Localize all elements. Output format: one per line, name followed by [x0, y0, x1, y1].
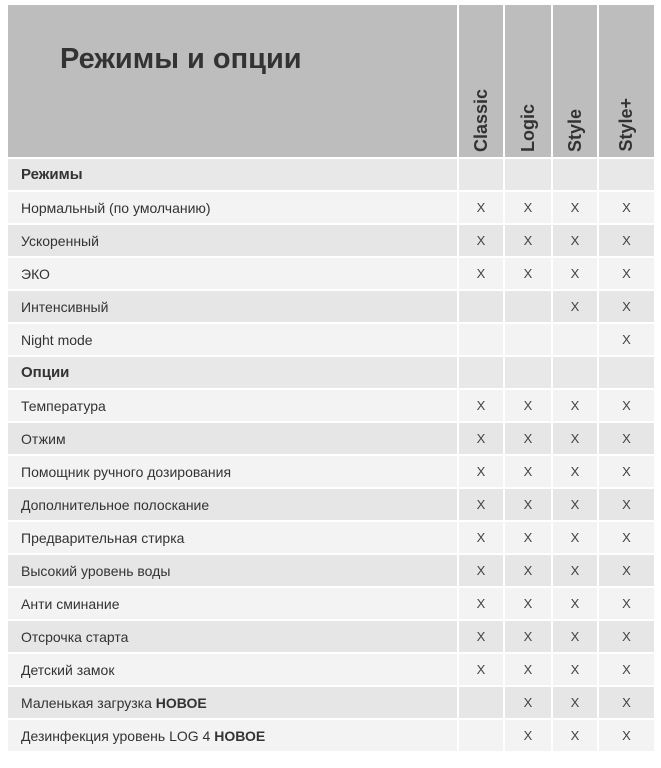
table-row: [8, 423, 654, 454]
table-row: [8, 225, 654, 256]
feature-mark: X: [505, 456, 551, 487]
model-name: Style+: [616, 98, 636, 152]
feature-mark: X: [599, 324, 654, 355]
table-row: [8, 555, 654, 586]
model-name: Style: [564, 108, 585, 152]
feature-mark: X: [553, 720, 597, 751]
empty-cell: [553, 159, 597, 190]
empty-cell: [505, 357, 551, 388]
row-label: Анти сминание: [21, 595, 120, 612]
row-label: Детский замок: [21, 661, 115, 678]
row-label: Помощник ручного дозирования: [21, 463, 232, 480]
feature-mark: X: [505, 720, 551, 751]
empty-cell: [553, 357, 597, 388]
feature-mark: X: [599, 621, 654, 652]
row-label-cell: [8, 324, 457, 355]
section-title: Режимы: [8, 159, 457, 190]
table-row: [8, 192, 654, 223]
table-row: [8, 522, 654, 553]
feature-mark: X: [599, 489, 654, 520]
row-label: Маленькая загрузка: [21, 694, 152, 711]
empty-cell: [459, 159, 503, 190]
feature-mark: X: [553, 687, 597, 718]
feature-mark: X: [505, 192, 551, 223]
feature-mark: X: [599, 456, 654, 487]
empty-cell: [459, 357, 503, 388]
empty-cell: [505, 324, 551, 355]
feature-mark: X: [459, 225, 503, 256]
row-label-cell: [8, 555, 457, 586]
header-row: [8, 5, 654, 157]
feature-mark: X: [459, 654, 503, 685]
row-label-cell: [8, 390, 457, 421]
page-title: Режимы и опции: [60, 43, 302, 75]
feature-mark: X: [599, 291, 654, 322]
feature-mark: X: [505, 588, 551, 619]
feature-mark: X: [459, 621, 503, 652]
feature-mark: X: [599, 555, 654, 586]
feature-mark: X: [459, 423, 503, 454]
feature-mark: X: [459, 555, 503, 586]
feature-mark: X: [505, 225, 551, 256]
section-row: [8, 357, 654, 388]
empty-cell: [459, 687, 503, 718]
feature-mark: X: [553, 225, 597, 256]
row-label: Дополнительное полоскание: [21, 496, 210, 513]
row-label-cell: [8, 522, 457, 553]
table-row: [8, 654, 654, 685]
table-row: [8, 456, 654, 487]
row-label: Дезинфекция уровень LOG 4: [21, 727, 211, 744]
feature-mark: X: [459, 456, 503, 487]
feature-mark: X: [553, 192, 597, 223]
feature-mark: X: [553, 258, 597, 289]
feature-mark: X: [599, 192, 654, 223]
row-label-cell: [8, 654, 457, 685]
feature-mark: X: [459, 192, 503, 223]
row-label: Night mode: [21, 331, 93, 348]
feature-mark: X: [505, 258, 551, 289]
feature-mark: X: [599, 588, 654, 619]
table-row: [8, 687, 654, 718]
row-label: Ускоренный: [21, 232, 99, 249]
feature-mark: X: [505, 489, 551, 520]
feature-mark: X: [553, 423, 597, 454]
table-title-cell: [8, 5, 457, 157]
feature-mark: X: [553, 291, 597, 322]
row-label: Предварительная стирка: [21, 529, 185, 546]
empty-cell: [599, 357, 654, 388]
table-row: [8, 588, 654, 619]
feature-mark: X: [599, 720, 654, 751]
feature-mark: X: [553, 621, 597, 652]
table-row: [8, 390, 654, 421]
feature-mark: X: [505, 621, 551, 652]
section-row: [8, 159, 654, 190]
modes-options-table: [6, 3, 656, 753]
row-label: Отсрочка старта: [21, 628, 129, 645]
feature-mark: X: [505, 390, 551, 421]
new-badge: НОВОЕ: [214, 727, 266, 744]
row-label-cell: [8, 258, 457, 289]
feature-mark: X: [505, 423, 551, 454]
feature-mark: X: [553, 390, 597, 421]
model-name: Logic: [517, 104, 538, 152]
column-header-classic: [459, 5, 503, 157]
feature-mark: X: [459, 489, 503, 520]
row-label-cell: [8, 423, 457, 454]
feature-mark: X: [459, 588, 503, 619]
feature-mark: X: [553, 522, 597, 553]
row-label-cell: [8, 687, 457, 718]
row-label: Отжим: [21, 430, 66, 447]
feature-mark: X: [505, 555, 551, 586]
row-label: ЭКО: [21, 265, 50, 282]
row-label-cell: [8, 588, 457, 619]
feature-mark: X: [599, 225, 654, 256]
section-title: Опции: [8, 357, 457, 388]
row-label-cell: [8, 225, 457, 256]
table-row: [8, 324, 654, 355]
column-header-style: [553, 5, 597, 157]
feature-mark: X: [459, 390, 503, 421]
empty-cell: [459, 291, 503, 322]
feature-mark: X: [459, 522, 503, 553]
feature-mark: X: [505, 522, 551, 553]
empty-cell: [599, 159, 654, 190]
table-row: [8, 720, 654, 751]
feature-mark: X: [505, 654, 551, 685]
empty-cell: [505, 291, 551, 322]
feature-mark: X: [599, 654, 654, 685]
row-label: Нормальный (по умолчанию): [21, 199, 211, 216]
empty-cell: [553, 324, 597, 355]
table-row: [8, 621, 654, 652]
empty-cell: [459, 720, 503, 751]
row-label: Температура: [21, 397, 106, 414]
feature-mark: X: [599, 522, 654, 553]
new-badge: НОВОЕ: [155, 694, 207, 711]
feature-mark: X: [459, 258, 503, 289]
feature-mark: X: [599, 687, 654, 718]
model-name: Classic: [470, 88, 491, 152]
row-label-cell: [8, 621, 457, 652]
column-header-logic: [505, 5, 551, 157]
feature-mark: X: [599, 423, 654, 454]
feature-mark: X: [553, 588, 597, 619]
table-row: [8, 489, 654, 520]
row-label-cell: [8, 192, 457, 223]
feature-mark: X: [599, 390, 654, 421]
feature-mark: X: [599, 258, 654, 289]
row-label-cell: [8, 720, 457, 751]
row-label-cell: [8, 456, 457, 487]
feature-mark: X: [553, 654, 597, 685]
table-row: [8, 291, 654, 322]
feature-mark: X: [553, 489, 597, 520]
feature-mark: X: [553, 555, 597, 586]
empty-cell: [459, 324, 503, 355]
row-label: Интенсивный: [21, 298, 109, 315]
feature-mark: X: [505, 687, 551, 718]
row-label-cell: [8, 291, 457, 322]
table-row: [8, 258, 654, 289]
column-header-style-plus: [599, 5, 654, 157]
empty-cell: [505, 159, 551, 190]
row-label: Высокий уровень воды: [21, 562, 171, 579]
feature-mark: X: [553, 456, 597, 487]
row-label-cell: [8, 489, 457, 520]
